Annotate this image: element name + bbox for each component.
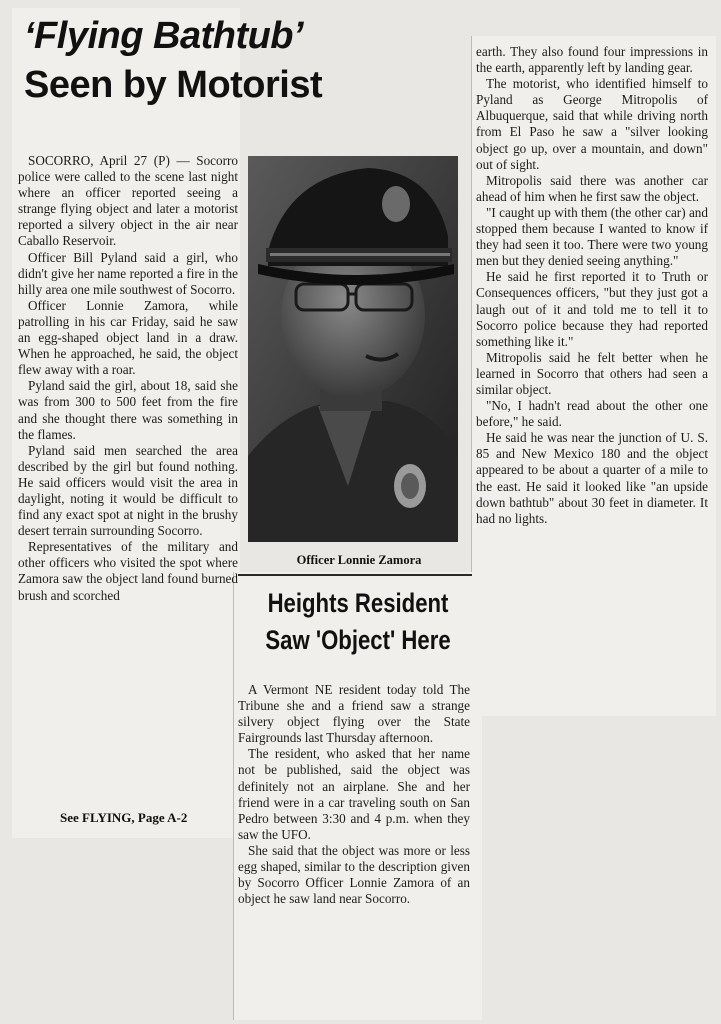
story-paragraph: Mitropolis said he felt better when he learned in Socorro that others had seen a similar object. bbox=[476, 349, 708, 397]
continuation-column bbox=[476, 44, 708, 527]
divider-rule bbox=[238, 574, 472, 576]
side-headline-line-1: Heights Resident bbox=[267, 588, 449, 618]
main-headline bbox=[24, 12, 444, 110]
main-story-column bbox=[18, 153, 238, 604]
side-story-headline bbox=[265, 585, 452, 659]
story-paragraph: Pyland said the girl, about 18, said she was from 300 to 500 feet from the fire and she thought there was something in the flames. bbox=[18, 378, 238, 442]
story-paragraph: Officer Lonnie Zamora, while patrolling in his car Friday, said he saw an egg-shaped object land in a draw. When he approached, he said, the object flew away with a roar. bbox=[18, 297, 238, 378]
headline-line-1: ‘Flying Bathtub’ bbox=[24, 15, 304, 57]
jump-line: See FLYING, Page A-2 bbox=[60, 810, 188, 825]
story-paragraph: "No, I hadn't read about the other one before," he said. bbox=[476, 398, 708, 430]
side-headline-line-2: Saw 'Object' Here bbox=[265, 625, 451, 655]
story-paragraph: SOCORRO, April 27 (P) — Socorro police were called to the scene last night where an officer reported seeing a strange flying object and later a motorist reported a silvery object in the air near Caballo Reservoir. bbox=[18, 153, 238, 249]
photo-caption: Officer Lonnie Zamora bbox=[296, 553, 422, 567]
story-paragraph: A Vermont NE resident today told The Tribune she and a friend saw a strange silvery object flying over the State Fairgrounds last Thursday afternoon. bbox=[238, 682, 470, 746]
story-paragraph: Officer Bill Pyland said a girl, who didn't give her name reported a fire in the hilly area one mile southwest of Socorro. bbox=[18, 249, 238, 297]
story-paragraph: Pyland said men searched the area described by the girl but found nothing. He said officers would visit the area in daylight, noting it would be difficult to find any exact spot at night in the brushy desert terrain surrounding Socorro. bbox=[18, 442, 238, 539]
officer-photo bbox=[248, 156, 458, 542]
headline-line-2: Seen by Motorist bbox=[24, 64, 323, 106]
story-paragraph: She said that the object was more or less egg shaped, similar to the description given by Socorro Officer Lonnie Zamora of an object he saw land near Socorro. bbox=[238, 842, 470, 907]
story-paragraph: earth. They also found four impressions in the earth, apparently left by landing gear. bbox=[476, 44, 708, 76]
story-paragraph: The resident, who asked that her name not be published, said the object was definitely not an airplane. She and her friend were in a car traveling south on San Pedro between 3:30 and 4 p.m. when they saw the UFO. bbox=[238, 746, 470, 842]
story-paragraph: Mitropolis said there was another car ahead of him when he first saw the object. bbox=[476, 172, 708, 204]
story-paragraph: Representatives of the military and other officers who visited the spot where Zamora saw the object land found burned brush and scorched bbox=[18, 539, 238, 603]
side-story-column bbox=[238, 682, 470, 907]
story-paragraph: The motorist, who identified himself to Pyland as George Mitropolis of Albuquerque, said that while driving north from El Paso he saw a "silver looking object go up, over a mountain, and down" out of sight. bbox=[476, 76, 708, 172]
story-paragraph: He said he first reported it to Truth or Consequences officers, "but they just got a laugh out of it and told me to tell it to Socorro police because they had reported something like it." bbox=[476, 269, 708, 349]
story-paragraph: He said he was near the junction of U. S. 85 and New Mexico 180 and the object appeared to be about a quarter of a mile to the east. He said it looked like "an upside down bathtub" about 30 feet in diameter. It had no lights. bbox=[476, 430, 708, 526]
story-paragraph: "I caught up with them (the other car) and stopped them because I wanted to know if they had seen it too. There were two young men but they denied seeing anything." bbox=[476, 204, 708, 269]
